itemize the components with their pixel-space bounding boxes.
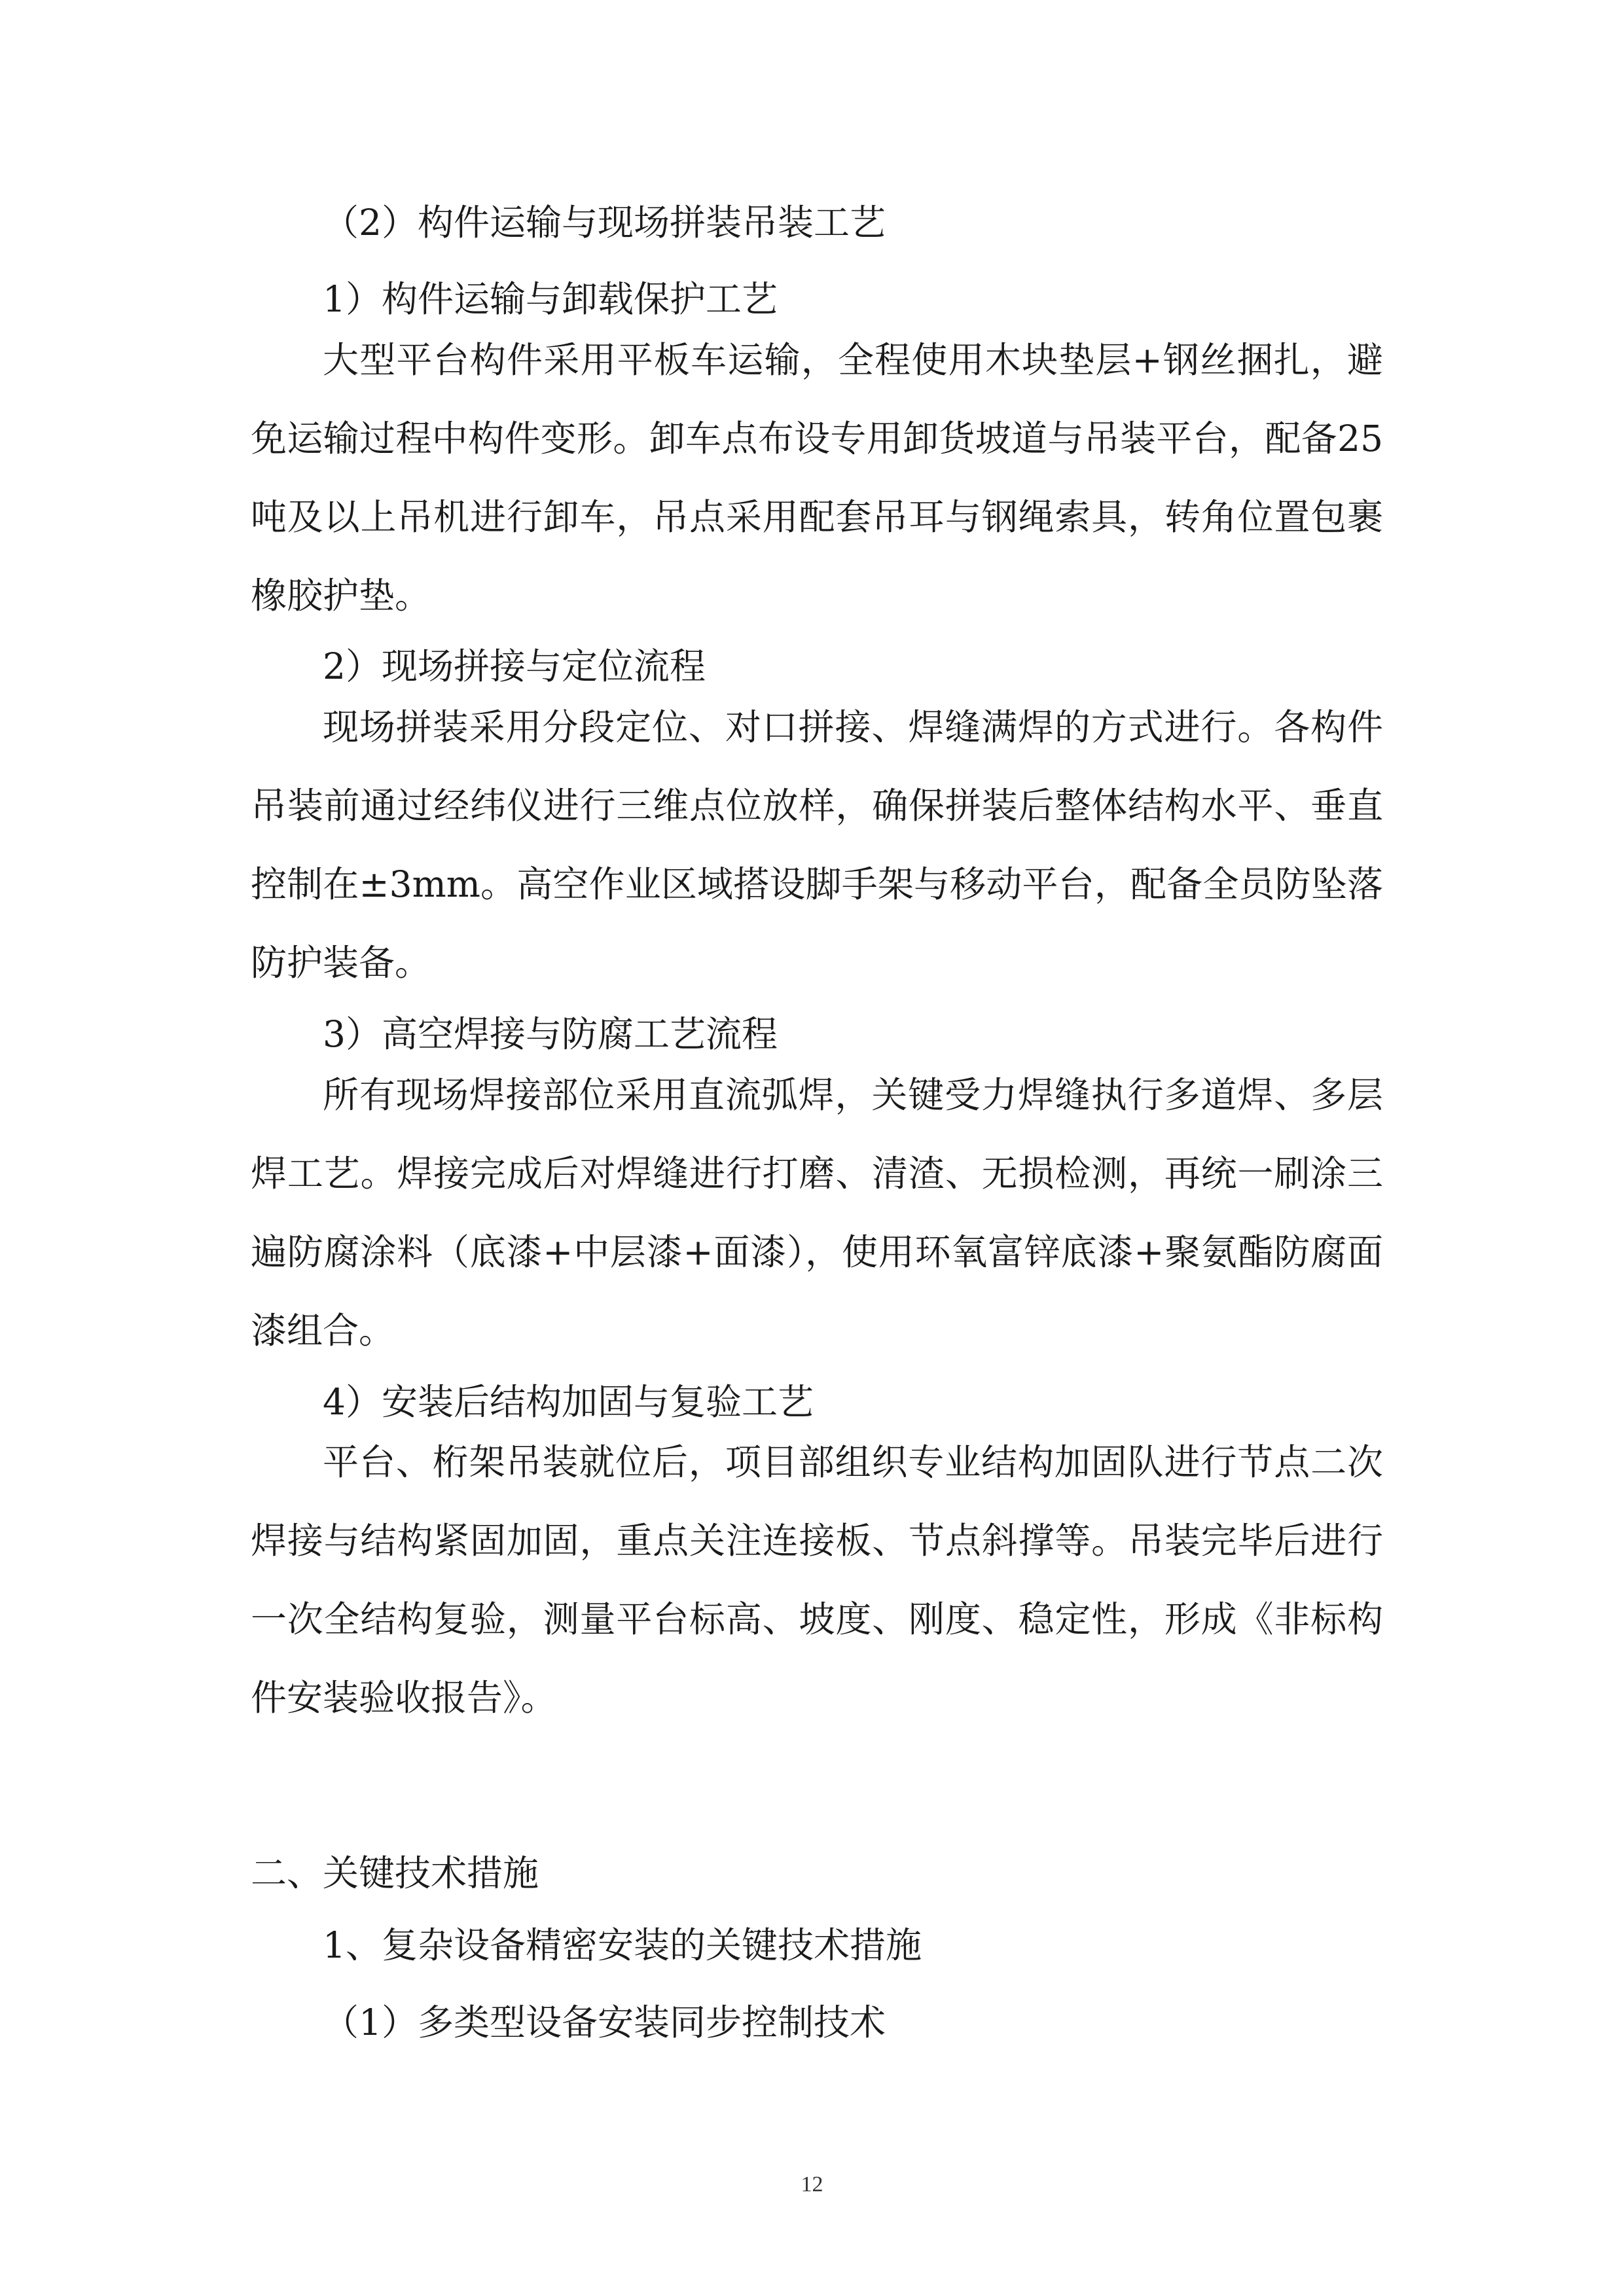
item-heading-welding-anticorrosion: 3）高空焊接与防腐工艺流程 — [323, 1013, 778, 1055]
paragraph-welding-anticorrosion: 所有现场焊接部位采用直流弧焊，关键受力焊缝执行多道焊、多层焊工艺。焊接完成后对焊缝进行打磨、清渣、无损检测，再统一刷涂三遍防腐涂料（底漆+中层漆+面漆），使用环氧富锌底漆+聚氨酯防腐面漆组合。 — [251, 1074, 1383, 1352]
paragraph-reinforcement-inspection: 平台、桁架吊装就位后，项目部组织专业结构加固队进行节点二次焊接与结构紧固加固，重点关注连接板、节点斜撑等。吊装完毕后进行一次全结构复验，测量平台标高、坡度、刚度、稳定性，形成《非标构件安装验收报告》。 — [251, 1441, 1383, 1719]
section-heading-key-technical-measures: 二、关键技术措施 — [251, 1852, 539, 1894]
item-heading-onsite-assembly: 2）现场拼接与定位流程 — [323, 645, 706, 687]
subsection-heading-transport-assembly: （2）构件运输与现场拼装吊装工艺 — [323, 202, 886, 243]
item-heading-transport-unloading: 1）构件运输与卸载保护工艺 — [323, 278, 778, 320]
item-heading-reinforcement-inspection: 4）安装后结构加固与复验工艺 — [323, 1381, 814, 1423]
page-number: 12 — [801, 2172, 823, 2197]
subsection-heading-precision-installation: 1、复杂设备精密安装的关键技术措施 — [323, 1924, 922, 1966]
paragraph-onsite-assembly: 现场拼装采用分段定位、对口拼接、焊缝满焊的方式进行。各构件吊装前通过经纬仪进行三维点位放样，确保拼装后整体结构水平、垂直控制在±3mm。高空作业区域搭设脚手架与移动平台，配备全员防坠落防护装备。 — [251, 706, 1383, 984]
paragraph-transport-unloading: 大型平台构件采用平板车运输，全程使用木块垫层+钢丝捆扎，避免运输过程中构件变形。卸车点布设专用卸货坡道与吊装平台，配备25吨及以上吊机进行卸车，吊点采用配套吊耳与钢绳索具，转角位置包裹橡胶护垫。 — [251, 339, 1383, 617]
subsection-heading-synchronous-control: （1）多类型设备安装同步控制技术 — [323, 2001, 886, 2043]
